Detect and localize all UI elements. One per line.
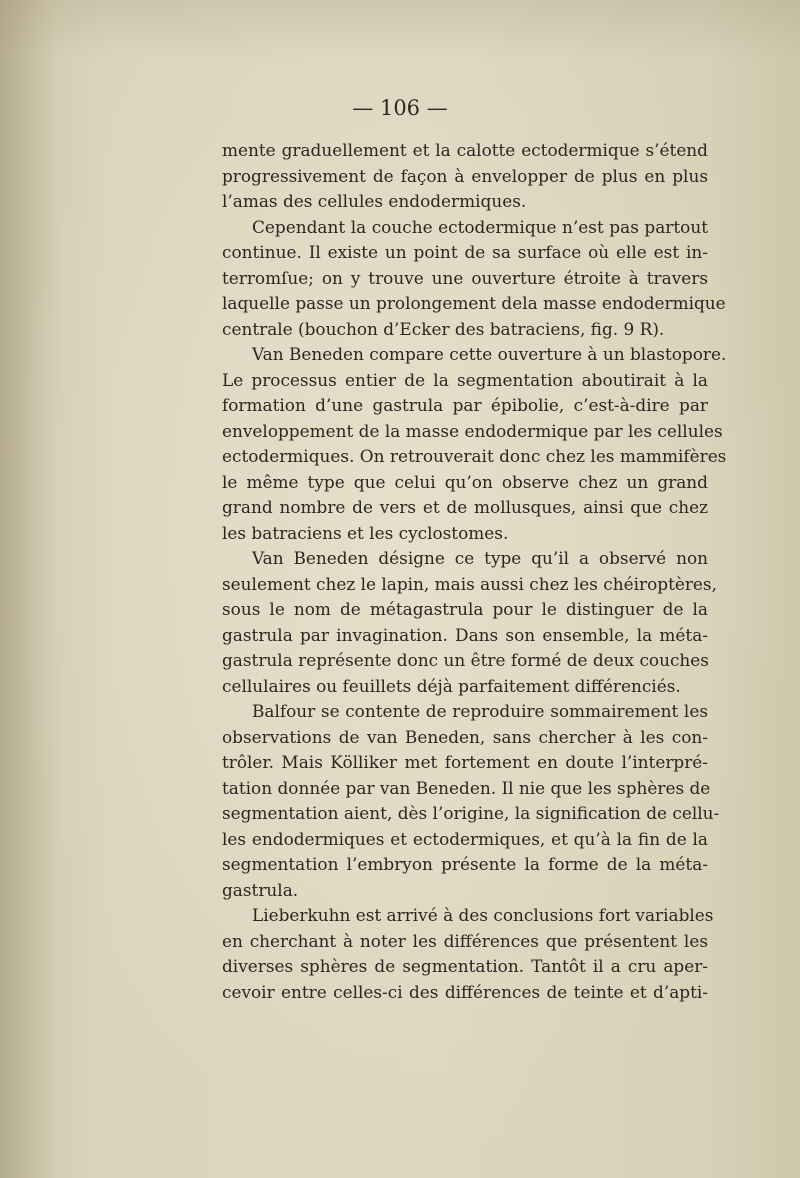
- text-line: le même type que celui qu’on observe chez un grand: [222, 471, 708, 492]
- text-line: segmentation aient, dès l’origine, la signification de cellu-: [222, 803, 720, 823]
- text-line: Le processus entier de la segmentation aboutirait à la: [222, 369, 708, 390]
- text-line: Balfour se contente de reproduire sommairement les: [252, 701, 708, 721]
- text-line: terromſue; on y trouve une ouverture étroite à travers: [222, 267, 708, 288]
- text-line: cellulaires ou feuillets déjà parfaitement différenciés.: [222, 675, 681, 696]
- text-line: grand nombre de vers et de mollusques, ainsi que chez: [222, 497, 708, 517]
- text-line: tation donnée par van Beneden. Il nie que les sphères de: [222, 777, 711, 798]
- text-line: les batraciens et les cyclostomes.: [222, 522, 509, 543]
- page-edge-shadow: [0, 0, 60, 1178]
- text-line: les endodermiques et ectodermiques, et qu’à la fin de la: [222, 828, 708, 849]
- text-line: enveloppement de la masse endodermique par les cellules: [222, 420, 723, 441]
- text-line: ectodermiques. On retrouverait donc chez les mammifères: [222, 446, 727, 466]
- text-line: formation d’une gastrula par épibolie, c’est-à-dire par: [222, 395, 708, 415]
- text-line: continue. Il existe un point de sa surface où elle est in-: [222, 242, 708, 262]
- text-line: centrale (bouchon d’Ecker des batraciens, fig. 9 R).: [222, 318, 665, 339]
- text-line: Cependant la couche ectodermique n’est pas partout: [252, 216, 708, 237]
- text-line: segmentation l’embryon présente la forme de la méta-: [222, 854, 708, 874]
- page-top-shadow: [0, 0, 800, 60]
- text-line: Lieberkuhn est arrivé à des conclusions fort variables: [252, 905, 714, 925]
- text-line: en cherchant à noter les différences que présentent les: [222, 930, 708, 951]
- text-line: l’amas des cellules endodermiques.: [222, 191, 527, 211]
- text-line: seulement chez le lapin, mais aussi chez les chéiroptères,: [222, 573, 717, 594]
- text-line: progressivement de façon à envelopper de plus en plus: [222, 165, 708, 186]
- text-line: gastrula.: [222, 879, 299, 900]
- text-line: observations de van Beneden, sans chercher à les con-: [222, 726, 708, 747]
- text-line: mente graduellement et la calotte ectodermique s’étend: [222, 140, 708, 160]
- text-line: gastrula par invagination. Dans son ensemble, la méta-: [222, 624, 708, 645]
- text-line: trôler. Mais Kölliker met fortement en doute l’interpré-: [222, 752, 708, 772]
- text-line: gastrula représente donc un être formé de deux couches: [222, 650, 709, 670]
- text-line: sous le nom de métagastrula pour le distinguer de la: [222, 599, 708, 619]
- text-line: Van Beneden compare cette ouverture à un blastopore.: [252, 344, 727, 364]
- text-line: diverses sphères de segmentation. Tantôt il a cru aper-: [222, 956, 708, 976]
- text-line: laquelle passe un prolongement dela masse endodermique: [222, 293, 726, 313]
- page-number: — 106 —: [352, 96, 448, 120]
- text-line: Van Beneden désigne ce type qu’il a observé non: [252, 548, 708, 568]
- body-text: [222, 138, 727, 1005]
- text-line: cevoir entre celles-ci des différences de teinte et d’apti-: [222, 981, 708, 1002]
